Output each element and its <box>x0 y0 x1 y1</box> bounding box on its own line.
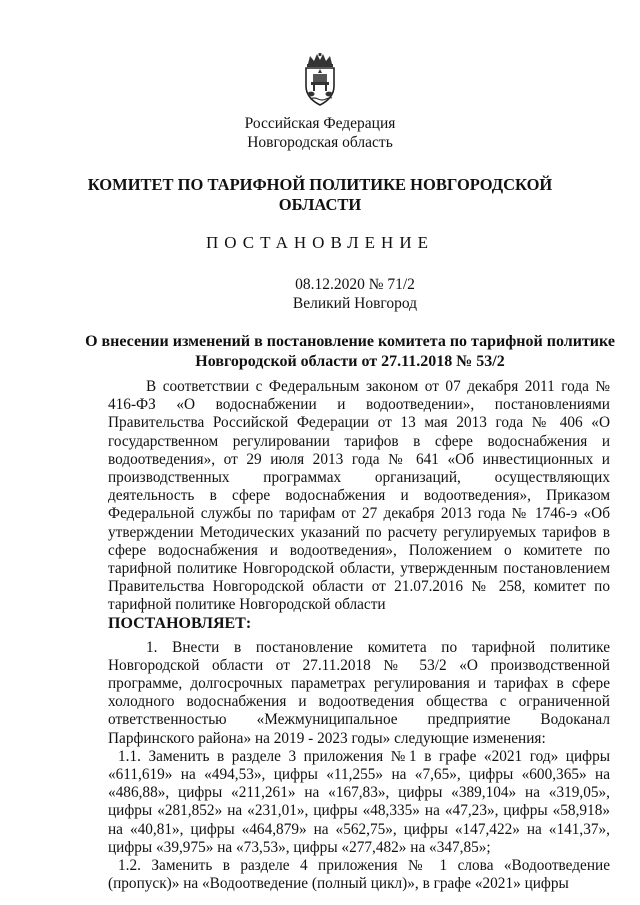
item-1-1-paragraph: 1.1. Заменить в разделе 3 приложения №1 в графе «2021 год» цифры «611,619» на «494,53», цифры «11,255» на «7,65», цифры «600,365» на «486,88», цифры «211,261» на «167,83», цифры «389,104» на «319,05», цифры «281,852» на «231,01», цифры «48,335» на «47,23», цифры «58,918» на «40,81», цифры «464,879» на «562,75», цифры «147,422» на «141,37», цифры «39,975» на «73,53», цифры «277,482» на «347,85»; <box>108 747 610 856</box>
city-name: Великий Новгород <box>292 295 418 312</box>
committee-name-line1: КОМИТЕТ ПО ТАРИФНОЙ ПОЛИТИКЕ НОВГОРОДСКОЙ <box>87 175 553 194</box>
document-type: ПОСТАНОВЛЕНИЕ <box>205 233 434 252</box>
coat-of-arms-emblem <box>0 52 640 106</box>
date-number: 08.12.2020 № 71/2 <box>295 276 415 293</box>
item-1-2-paragraph: 1.2. Заменить в разделе 4 приложения № 1 слова «Водоотведение (пропуск)» на «Водоотведение (полный цикл)», в графе «2021» цифры <box>108 857 610 893</box>
region-name: Новгородская область <box>247 134 393 151</box>
resolves-heading: ПОСТАНОВЛЯЕТ: <box>108 614 252 632</box>
country-name: Российская Федерация <box>244 115 396 132</box>
document-title-line1: О внесении изменений в постановление комитета по тарифной политике <box>85 333 615 350</box>
document-title-line2: Новгородской области от 27.11.2018 № 53/2 <box>195 353 505 370</box>
committee-name-line2: ОБЛАСТИ <box>278 195 362 214</box>
preamble-paragraph: В соответствии с Федеральным законом от 07 декабря 2011 года № 416-ФЗ «О водоснабжении и водоотведении», постановлениями Правительства Российской Федерации от 13 мая 2013 года № 406 «О государственном регулировании тарифов в сфере водоснабжения и водоотведения», от 29 июля 2013 года № 641 «Об инвестиционных и производственных программах организаций, осуществляющих деятельность в сфере водоснабжения и водоотведения», Приказом Федеральной службы по тарифам от 27 декабря 2013 года № 1746-э «Об утверждении Методических указаний по расчету регулируемых тарифов в сфере водоснабжения и водоотведения», Положением о комитете по тарифной политике Новгородской области, утвержденным постановлением Правительства Новгородской области от 21.07.2016 № 258, комитет по тарифной политике Новгородской области <box>108 378 610 614</box>
document-body <box>108 378 610 893</box>
item-1-paragraph: 1. Внести в постановление комитета по тарифной политике Новгородской области от 27.11.2018 № 53/2 «О производственной программе, долгосрочных параметрах регулирования и тарифах в сфере холодного водоснабжения и водоотведения общества с ограниченной ответственностью «Межмуниципальное предприятие Водоканал Парфинского района» на 2019 - 2023 годы» следующие изменения: <box>108 638 610 747</box>
